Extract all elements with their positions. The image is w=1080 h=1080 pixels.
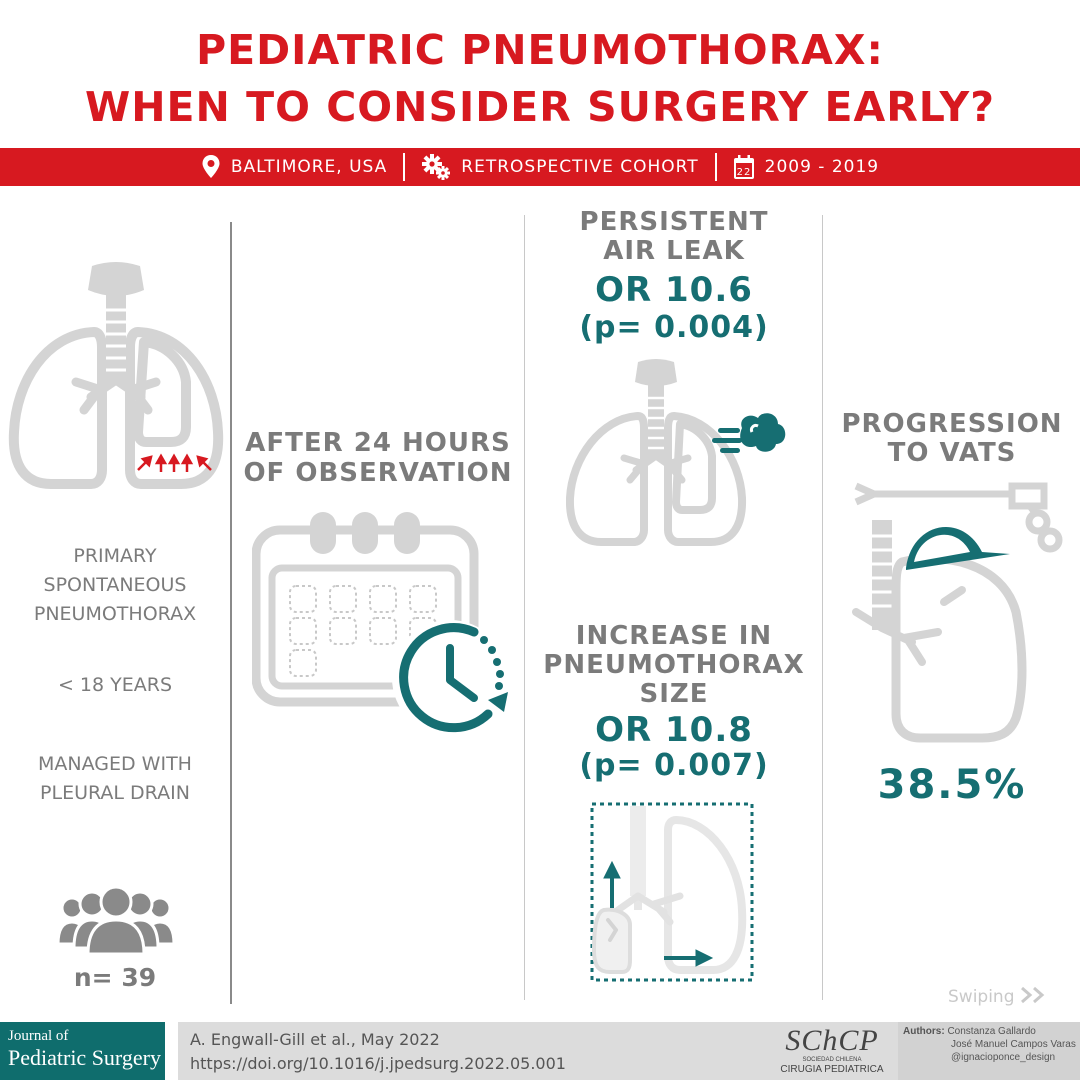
column-divider xyxy=(524,215,525,1000)
vats-instrument-icon xyxy=(852,482,1074,744)
authors-box xyxy=(898,1022,1080,1080)
management-line-1: MANAGED WITH xyxy=(38,753,192,775)
banner-period xyxy=(717,154,895,180)
journal-logo xyxy=(0,1022,165,1080)
journal-line-2: Pediatric Surgery xyxy=(8,1045,161,1070)
observation-line-1: AFTER 24 HOURS xyxy=(245,428,511,458)
air-leak-label-line-2: AIR LEAK xyxy=(603,236,745,266)
citation-text: A. Engwall-Gill et al., May 2022 xyxy=(190,1030,440,1049)
air-leak-label xyxy=(526,208,822,266)
observation-line-2: OF OBSERVATION xyxy=(243,458,513,488)
society-logo-text: SChCP xyxy=(785,1024,879,1057)
society-sub-1: SOCIEDAD CHILENA xyxy=(802,1057,862,1063)
air-leak-p-value: (p= 0.004) xyxy=(579,310,769,345)
management-text xyxy=(0,750,230,808)
location-text: BALTIMORE, USA xyxy=(230,157,388,177)
condition-line-1: PRIMARY xyxy=(73,545,157,567)
design-text: RETROSPECTIVE COHORT xyxy=(461,157,699,177)
banner-design xyxy=(405,153,714,181)
society-sub-2: CIRUGIA PEDIATRICA xyxy=(780,1064,884,1075)
observation-heading xyxy=(232,428,524,488)
author-1: Constanza Gallardo xyxy=(947,1026,1036,1037)
calendar-icon xyxy=(733,154,755,180)
location-pin-icon xyxy=(201,154,221,180)
calendar-day: 22 xyxy=(736,167,752,178)
column-divider xyxy=(230,222,232,1004)
swipe-label: Swiping xyxy=(948,987,1015,1007)
age-text: < 18 YEARS xyxy=(57,674,173,696)
air-leak-lungs-icon xyxy=(566,358,788,550)
journal-line-1: Journal of xyxy=(8,1028,69,1044)
users-icon xyxy=(58,884,174,954)
vats-label-line-2: TO VATS xyxy=(887,438,1017,468)
condition-line-3: PNEUMOTHORAX xyxy=(33,603,197,625)
size-increase-label-line-2: PNEUMOTHORAX xyxy=(543,650,805,680)
title-line-2: WHEN TO CONSIDER SURGERY EARLY? xyxy=(84,83,996,131)
author-2: José Manuel Campos Varas xyxy=(951,1039,1076,1050)
doi-link[interactable]: https://doi.org/10.1016/j.jpedsurg.2022.05.001 xyxy=(190,1054,566,1073)
vats-label-line-1: PROGRESSION xyxy=(841,409,1063,439)
calendar-clock-icon xyxy=(252,508,522,744)
size-increase-or: OR 10.8 xyxy=(595,710,753,750)
condition-text xyxy=(0,542,230,629)
double-chevron-right-icon xyxy=(1020,986,1050,1004)
society-logo xyxy=(772,1026,892,1076)
air-leak-label-line-1: PERSISTENT xyxy=(579,207,769,237)
lungs-icon xyxy=(6,262,226,494)
gears-icon xyxy=(421,153,451,181)
study-info-banner xyxy=(0,148,1080,186)
size-increase-p-value: (p= 0.007) xyxy=(579,748,769,783)
column-divider xyxy=(822,215,823,1000)
swipe-hint[interactable] xyxy=(948,986,1050,1007)
vats-value: 38.5% xyxy=(877,762,1027,808)
condition-line-2: SPONTANEOUS xyxy=(43,574,187,596)
size-increase-label-line-3: SIZE xyxy=(639,679,709,709)
period-text: 2009 - 2019 xyxy=(764,157,880,177)
page-title xyxy=(0,22,1080,136)
authors-label: Authors: xyxy=(903,1026,945,1037)
pneumothorax-size-icon xyxy=(588,800,756,984)
size-increase-label-line-1: INCREASE IN xyxy=(575,621,773,651)
vats-label xyxy=(824,410,1080,468)
size-increase-label xyxy=(526,622,822,709)
air-leak-or: OR 10.6 xyxy=(595,270,753,310)
title-line-1: PEDIATRIC PNEUMOTHORAX: xyxy=(196,26,884,74)
author-3: @ignacioponce_design xyxy=(951,1052,1056,1063)
footer xyxy=(0,1022,1080,1080)
sample-size: n= 39 xyxy=(73,963,157,992)
management-line-2: PLEURAL DRAIN xyxy=(40,782,190,804)
banner-location xyxy=(185,154,403,180)
